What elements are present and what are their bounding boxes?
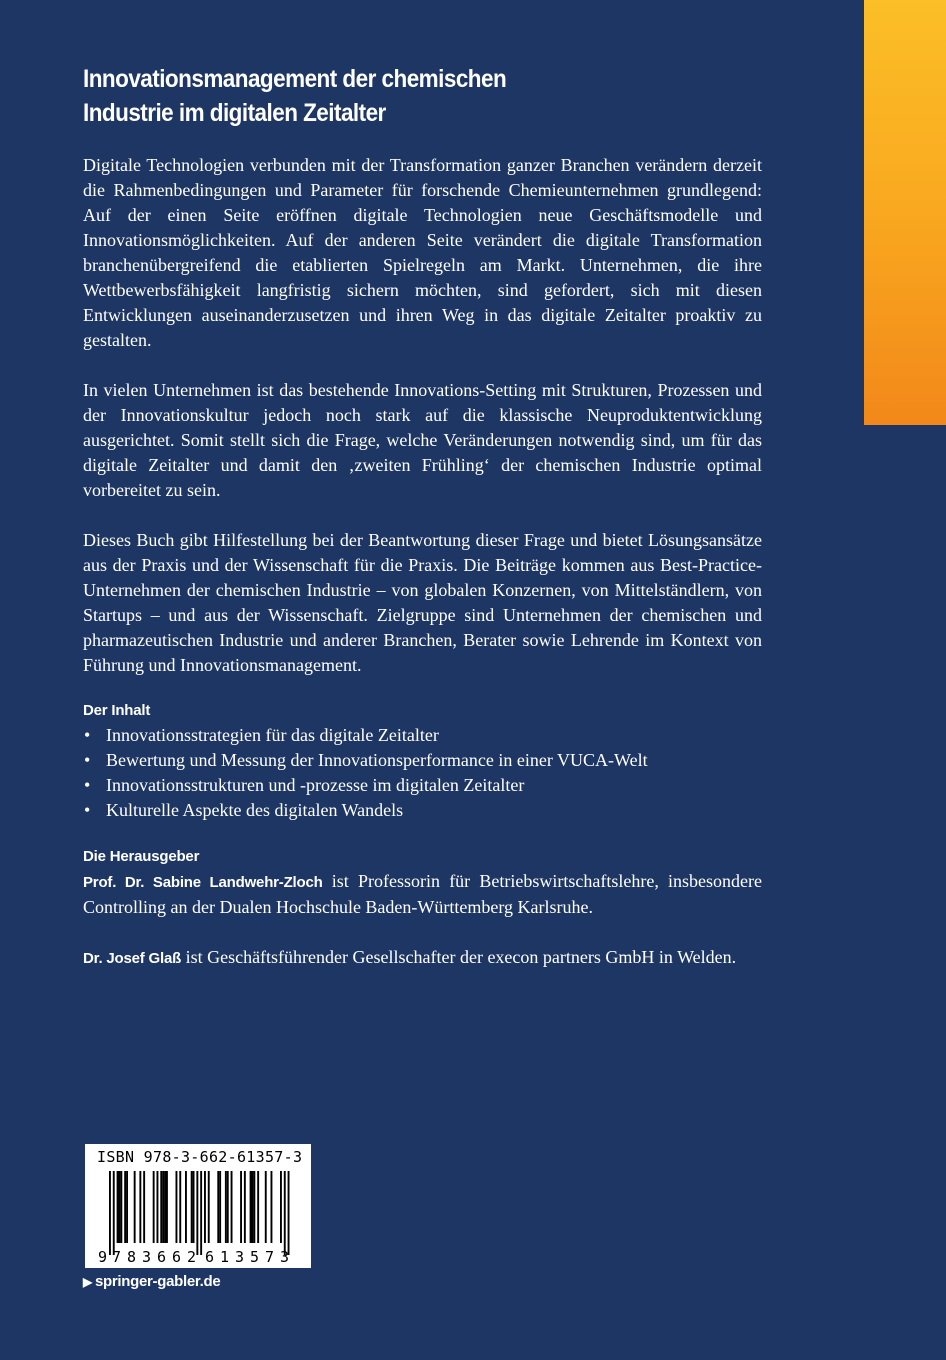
barcode-bar: [162, 1171, 164, 1243]
list-item: [83, 798, 762, 823]
barcode-bar: [153, 1171, 155, 1243]
barcode-graphic: [85, 1144, 311, 1268]
isbn-label: ISBN 978-3-662-61357-3: [97, 1148, 303, 1166]
barcode-bar: [253, 1171, 255, 1243]
barcode-bar: [164, 1171, 166, 1243]
barcode-bar: [204, 1171, 206, 1243]
contents-heading: Der Inhalt: [83, 702, 151, 719]
contents-item-4: Kulturelle Aspekte des digitalen Wandels: [106, 800, 404, 820]
barcode-bar: [179, 1171, 181, 1243]
barcode-bar: [117, 1171, 119, 1243]
barcode-bar: [219, 1171, 221, 1243]
blurb: [83, 153, 762, 996]
barcode-bar: [250, 1171, 252, 1243]
isbn-barcode: [85, 1144, 311, 1268]
barcode-bar: [227, 1171, 229, 1243]
editor-name-2: Dr. Josef Glaß: [83, 950, 182, 967]
barcode-guard-bar: [196, 1171, 198, 1255]
list-item: [83, 773, 762, 798]
contents-item-1: Innovationsstrategien für das digitale Zeitalter: [106, 725, 439, 745]
barcode-bar: [143, 1171, 145, 1243]
barcode-guard-bar: [109, 1171, 111, 1255]
barcode-bar: [139, 1171, 141, 1243]
contents-list: [83, 723, 762, 823]
barcode-bar: [185, 1171, 187, 1243]
barcode-guard-bar: [288, 1171, 290, 1255]
barcode-bar: [160, 1171, 162, 1243]
list-item: [83, 723, 762, 748]
editor-bio-1: [83, 869, 762, 920]
book-title-line-2: Industrie im digitalen Zeitalter: [83, 99, 386, 127]
barcode-bar: [271, 1171, 273, 1243]
barcode-guard-bar: [284, 1171, 286, 1255]
barcode-bar: [126, 1171, 128, 1243]
orange-accent-bar: [864, 0, 946, 425]
barcode-bars: [109, 1171, 290, 1255]
barcode-digit-first: 9: [98, 1248, 108, 1266]
barcode-bar: [240, 1171, 242, 1243]
editor-bio-2: [83, 945, 762, 971]
barcode-bar: [191, 1171, 193, 1243]
barcode-bar: [217, 1171, 219, 1243]
barcode-bar: [166, 1171, 168, 1243]
bullet-icon: •: [84, 750, 91, 770]
barcode-guard-bar: [200, 1171, 202, 1255]
barcode-bar: [134, 1171, 136, 1243]
list-item: [83, 748, 762, 773]
blurb-paragraph-3: Dieses Buch gibt Hilfestellung bei der Beantwortung dieser Frage und bietet Lösungsansätze aus der Praxis und der Wissenschaft für die Praxis. Die Beiträge kommen aus Best-Practice-Unternehmen der chemischen Industrie – von globalen Konzernen, von Mittelständlern, von Startups – und aus der Wissenschaft. Zielgruppe sind Unternehmen der chemischen und pharmazeutischen Industrie und anderer Branchen, Berater sowie Lehrende im Kontext von Führung und Innovationsmanagement.: [83, 530, 762, 675]
barcode-bar: [176, 1171, 178, 1243]
contents-item-2: Bewertung und Messung der Innovationsperformance in einer VUCA-Welt: [106, 750, 648, 770]
editor-text-2: ist Geschäftsführender Gesellschafter der execon partners GmbH in Welden.: [181, 947, 737, 967]
barcode-digits-left: 783662: [112, 1248, 196, 1266]
blurb-paragraph-1: Digitale Technologien verbunden mit der Transformation ganzer Branchen verändern derzeit die Rahmenbedingungen und Parameter für forschende Chemieunternehmen grundlegend: Auf der einen Seite eröffnen digitale Technologien neue Geschäftsmodelle und Innovationsmöglichkeiten. Auf der anderen Seite verändert die digitale Transformation branchenübergreifend die etablierten Spielregeln am Markt. Unternehmen, die ihre Wettbewerbsfähigkeit langfristig sichern möchten, sind gefordert, sich mit diesen Entwicklungen auseinanderzusetzen und ihren Weg in das digitale Zeitalter proaktiv zu gestalten.: [83, 155, 762, 350]
bullet-icon: •: [84, 725, 91, 745]
book-title: [83, 62, 713, 130]
barcode-bar: [120, 1171, 122, 1243]
barcode-bar: [124, 1171, 126, 1243]
barcode-bar: [244, 1171, 246, 1243]
barcode-bar: [257, 1171, 259, 1243]
bullet-icon: •: [84, 775, 91, 795]
book-title-line-1: Innovationsmanagement der chemischen: [83, 65, 507, 93]
arrow-right-icon: ▶: [83, 1275, 92, 1289]
barcode-bar: [225, 1171, 227, 1243]
barcode-bar: [252, 1171, 254, 1243]
editor-name-1: Prof. Dr. Sabine Landwehr-Zloch: [83, 874, 323, 891]
bullet-icon: •: [84, 800, 91, 820]
barcode-bar: [280, 1171, 282, 1243]
publisher-website[interactable]: [83, 1273, 220, 1290]
blurb-paragraph-2: In vielen Unternehmen ist das bestehende Innovations-Setting mit Strukturen, Prozessen und der Innovationskultur jedoch noch stark auf die klassische Neuproduktentwicklung ausgerichtet. Somit stellt sich die Frage, welche Veränderungen notwendig sind, um für das digitale Zeitalter und damit den ‚zweiten Frühling‘ der chemischen Industrie optimal vorbereitet zu sein.: [83, 380, 762, 500]
barcode-guard-bar: [113, 1171, 115, 1255]
barcode-bar: [119, 1171, 121, 1243]
barcode-bar: [231, 1171, 233, 1243]
editors-heading: Die Herausgeber: [83, 848, 200, 865]
barcode-digits-right: 613573: [205, 1248, 289, 1266]
barcode-bar: [208, 1171, 210, 1243]
barcode-bar: [157, 1171, 159, 1243]
website-url: springer-gabler.de: [94, 1273, 221, 1290]
barcode-bar: [193, 1171, 195, 1243]
contents-item-3: Innovationsstrukturen und -prozesse im digitalen Zeitalter: [106, 775, 525, 795]
editor-text-1: ist Professorin für Betriebswirtschaftslehre, insbesondere Controlling an der Dualen Hochschule Baden-Württemberg Karlsruhe.: [83, 871, 762, 917]
barcode-bar: [265, 1171, 267, 1243]
